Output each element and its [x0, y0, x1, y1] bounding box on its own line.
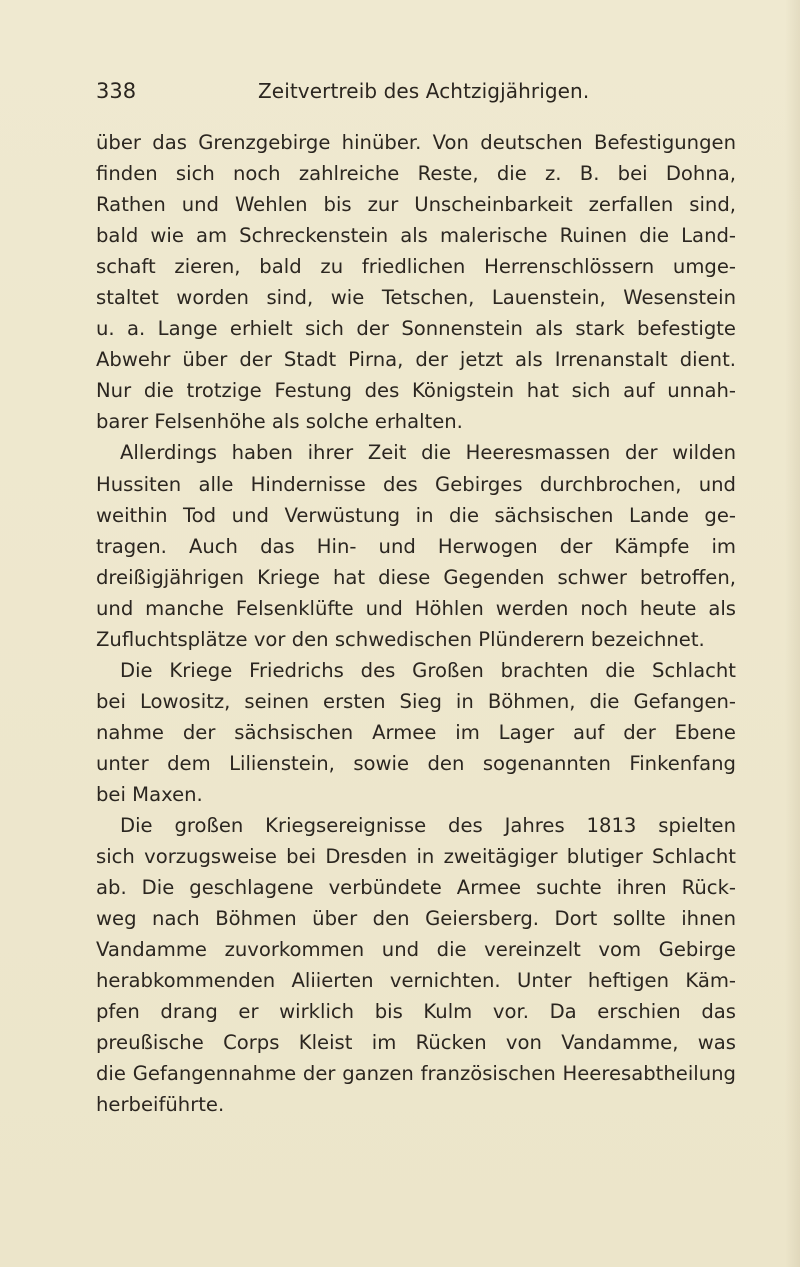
text-line: bei Maxen. [96, 782, 203, 806]
text-line: über das Grenzgebirge hinüber. Von deutschen Befestigungen [96, 131, 736, 154]
text-line: herabkommenden Aliierten vernichten. Unter heftigen Käm- [96, 969, 736, 993]
text-line: staltet worden sind, wie Tetschen, Lauenstein, Wesenstein [96, 286, 736, 310]
page-number: 338 [96, 79, 137, 103]
running-title: Zeitvertreib des Achtzigjährigen. [258, 79, 590, 103]
text-line: weithin Tod und Verwüstung in die sächsischen Lande ge- [96, 503, 736, 527]
text-line: nahme der sächsischen Armee im Lager auf der Ebene [96, 720, 736, 744]
text-line: Rathen und Wehlen bis zur Unscheinbarkeit zerfallen sind, [96, 193, 736, 217]
text-line: preußische Corps Kleist im Rücken von Vandamme, was [96, 1031, 736, 1055]
text-line: herbeiführte. [96, 1093, 225, 1117]
text-line: Nur die trotzige Festung des Königstein hat sich auf unnah- [96, 379, 736, 403]
page-header [96, 76, 736, 106]
text-line: Zufluchtsplätze vor den schwedischen Plünderern bezeichnet. [96, 627, 705, 651]
text-line: barer Felsenhöhe als solche erhalten. [96, 410, 463, 434]
paragraph-start-line: Die großen Kriegsereignisse des Jahres 1813 spielten [120, 814, 736, 838]
text-line: tragen. Auch das Hin- und Herwogen der Kämpfe im [96, 534, 736, 558]
text-line: bei Lowositz, seinen ersten Sieg in Böhmen, die Gefangen- [96, 689, 736, 713]
body-text [96, 127, 736, 1121]
paragraph-start-line: Die Kriege Friedrichs des Großen brachten die Schlacht [120, 658, 736, 682]
text-line: Hussiten alle Hindernisse des Gebirges durchbrochen, und [96, 472, 736, 496]
text-line: Vandamme zuvorkommen und die vereinzelt vom Gebirge [96, 938, 736, 962]
text-line: die Gefangennahme der ganzen französischen Heeresabtheilung [96, 1062, 736, 1086]
text-line: dreißigjährigen Kriege hat diese Gegenden schwer betroffen, [96, 565, 736, 589]
text-line: u. a. Lange erhielt sich der Sonnenstein als stark befestigte [96, 317, 736, 341]
text-line: finden sich noch zahlreiche Reste, die z. B. bei Dohna, [96, 162, 736, 186]
text-line: schaft zieren, bald zu friedlichen Herrenschlössern umge- [96, 255, 736, 279]
text-line: weg nach Böhmen über den Geiersberg. Dort sollte ihnen [96, 907, 736, 931]
text-line: bald wie am Schreckenstein als malerische Ruinen die Land- [96, 224, 736, 248]
text-line: sich vorzugsweise bei Dresden in zweitägiger blutiger Schlacht [96, 845, 736, 869]
text-line: und manche Felsenklüfte und Höhlen werden noch heute als [96, 596, 736, 620]
text-line: ab. Die geschlagene verbündete Armee suchte ihren Rück- [96, 876, 736, 900]
text-line: pfen drang er wirklich bis Kulm vor. Da erschien das [96, 1000, 736, 1024]
text-line: Abwehr über der Stadt Pirna, der jetzt als Irrenanstalt dient. [96, 348, 736, 372]
text-line: unter dem Lilienstein, sowie den sogenannten Finkenfang [96, 751, 736, 775]
paragraph-start-line: Allerdings haben ihrer Zeit die Heeresmassen der wilden [120, 441, 736, 465]
